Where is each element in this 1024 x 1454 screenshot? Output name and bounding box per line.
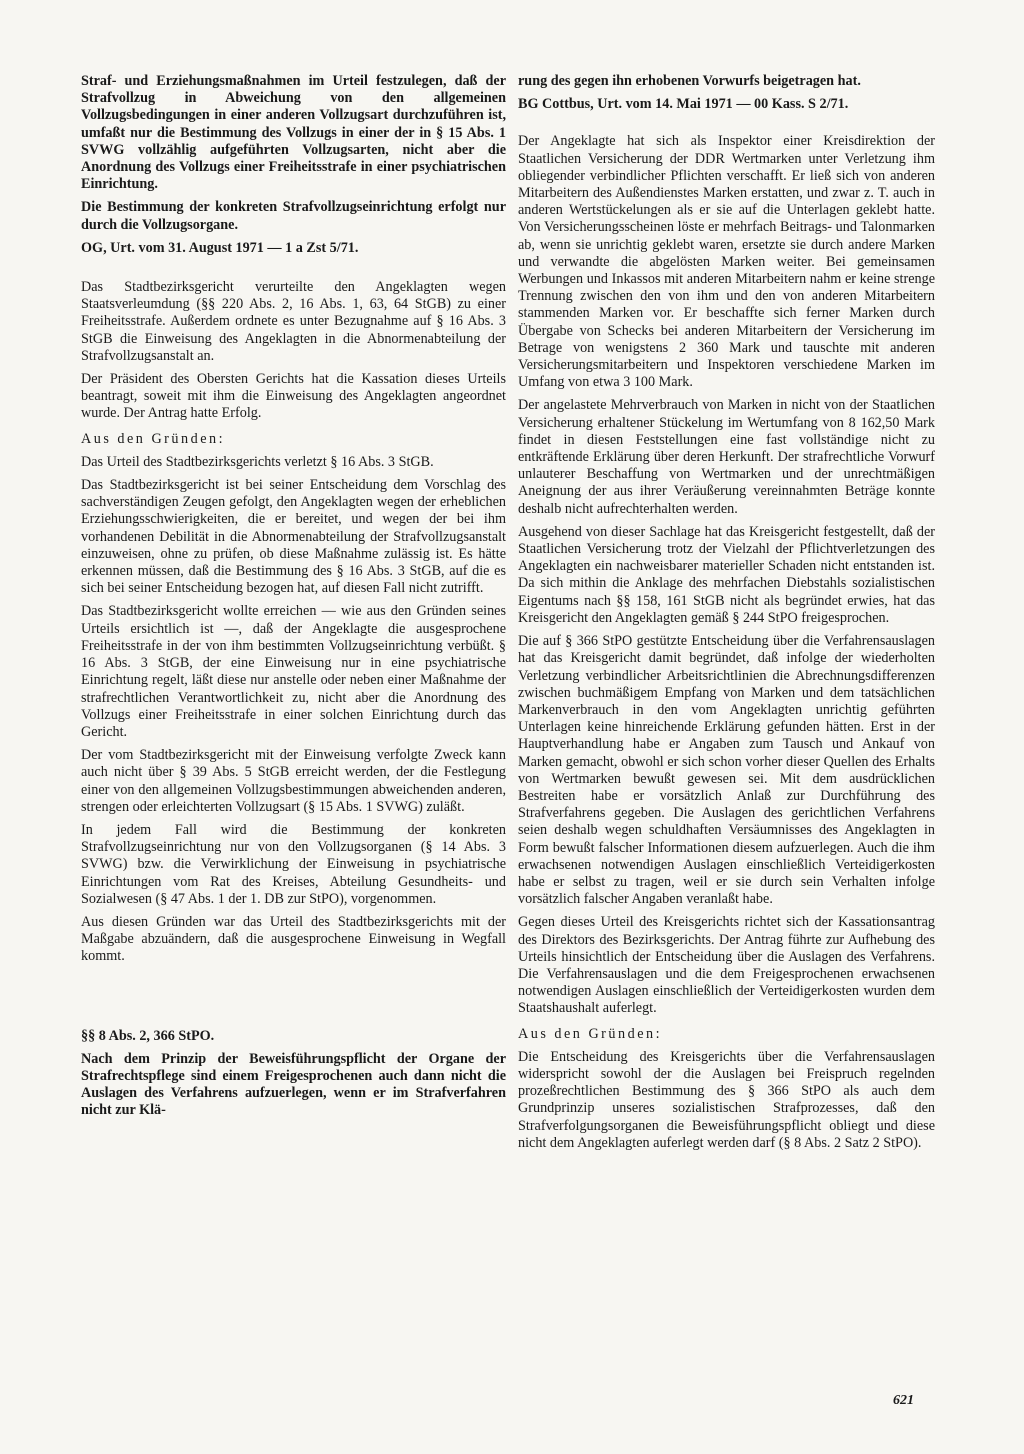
paragraph: Der angelastete Mehrverbrauch von Marken in nicht von der Staatlichen Versicherung erhaltener Stückelung im Wertumfang von 8 162,50 Mark findet in diesen Feststellungen eine fast vollständige nicht zu entkräftende Erklärung über deren Herkunft. Der strafrechtliche Vorwurf unlauterer Beschaffung von Wertmarken und der unrechtmäßigen Aneignung der aus ihrer Veräußerung vereinnahmten Beträge konnte deshalb nicht aufrechterhalten werden. [518, 397, 935, 517]
citation-og: OG, Urt. vom 31. August 1971 — 1 a Zst 5/71. [81, 239, 359, 256]
headnote-section-2: Nach dem Prinzip der Beweisführungspflicht der Organe der Strafrechtspflege sind einem Freigesprochenen auch dann nicht die Auslagen des Verfahrens aufzuerlegen, wenn er im Strafverfahren nicht zur Klä- [81, 1050, 506, 1119]
paragraph: Das Stadtbezirksgericht verurteilte den Angeklagten wegen Staatsverleumdung (§§ 220 Abs. 2, 16 Abs. 1, 63, 64 StGB) zu einer Freiheitsstrafe. Außerdem ordnete es unter Bezugnahme auf § 16 Abs. 3 StGB die Einweisung des Angeklagten in die Abnormenabteilung der Strafvollzugsanstalt an. [81, 279, 506, 364]
paragraph: Ausgehend von dieser Sachlage hat das Kreisgericht festgestellt, daß der Staatlichen Versicherung trotz der Vielzahl der Pflichtverletzungen des Angeklagten ein nachweisbarer materieller Schaden nicht entstanden ist. Da sich mithin die Anklage des mehrfachen Diebstahls sozialistischen Eigentums nach §§ 158, 161 StGB nicht als begründet erwies, hat das Kreisgericht den Angeklagten gemäß § 244 StPO freigesprochen. [518, 523, 935, 626]
paragraph: Aus diesen Gründen war das Urteil des Stadtbezirksgerichts mit der Maßgabe abzuändern, daß die ausgesprochene Einweisung in Wegfall kommt. [81, 913, 506, 965]
paragraph: Der Angeklagte hat sich als Inspektor einer Kreisdirektion der Staatlichen Versicherung der DDR Wertmarken unter Verletzung ihm obliegender verbindlicher Pflichten verschafft. Er ließ sich von anderen Mitarbeitern des Außendienstes Marken erstatten, und zwar z. T. auch in anderen Wertstückelungen als er sie auf die Unterlagen geklebt hatte. Von Versicherungsscheinen löste er mehrfach Beitrags- und Talonmarken ab, wenn sie unrichtig geklebt waren, ersetzte sie durch andere Marken und verwandte die abgelösten Marken weiter. Bei gemeinsamen Werbungen und Inkassos mit anderen Mitarbeitern nahm er keine strenge Trennung zwischen den von ihm und den von anderen Mitarbeitern stammenden Marken vor. Er beschaffte sich ferner Marken durch Übergabe von Schecks bei anderen Mitarbeitern der Versicherung im Betrage von wenigstens 2 360 Mark und tauschte mit anderen Versicherungsmitarbeitern und Inspektoren verschiedene Marken im Umfang von etwa 3 100 Mark. [518, 133, 935, 391]
reasons-heading: Aus den Gründen: [518, 1025, 663, 1042]
reasons-heading: Aus den Gründen: [81, 430, 226, 447]
paragraph: Das Stadtbezirksgericht ist bei seiner Entscheidung dem Vorschlag des sachverständigen Zeugen gefolgt, den Angeklagten wegen der erheblichen Erziehungsschwierigkeiten, die er bereitet, und wegen der bei ihm vorhandenen Debilität in die Abnormenabteilung der Strafvollzugsanstalt einzuweisen, ohne zu prüfen, ob diese Maßnahme zulässig ist. Es hätte erkennen müssen, daß die Bestimmung des § 16 Abs. 3 StGB, auf die es sich bei seiner Entscheidung bezogen hat, auf diesen Fall nicht zutrifft. [81, 477, 506, 597]
left-column [81, 73, 506, 1126]
paragraph: In jedem Fall wird die Bestimmung der konkreten Strafvollzugseinrichtung nur von den Vollzugsorganen (§ 14 Abs. 3 SVWG) bzw. die Verwirklichung der Einweisung in psychiatrische Einrichtungen vom Rat des Kreises, Abteilung Gesundheits- und Sozialwesen (§ 47 Abs. 1 der 1. DB zur StPO), vorgenommen. [81, 821, 506, 907]
paragraph: Der vom Stadtbezirksgericht mit der Einweisung verfolgte Zweck kann auch nicht über § 39 Abs. 5 StGB erreicht werden, der die Festlegung einer von den allgemeinen Vollzugsbestimmungen abweichenden anderen, strengen oder erleichterten Vollzugsart (§ 15 Abs. 1 SVWG) zuläßt. [81, 747, 506, 815]
paragraph: Das Urteil des Stadtbezirksgerichts verletzt § 16 Abs. 3 StGB. [81, 453, 434, 470]
section-reference: §§ 8 Abs. 2, 366 StPO. [81, 1027, 215, 1044]
paragraph: Der Präsident des Obersten Gerichts hat die Kassation dieses Urteils beantragt, soweit mit ihm die Einweisung des Angeklagten angeordnet wurde. Der Antrag hatte Erfolg. [81, 371, 506, 422]
headnote-1: Straf- und Erziehungsmaßnahmen im Urteil festzulegen, daß der Strafvollzug in Abweichung von den allgemeinen Vollzugsbedingungen in einer anderen Vollzugsart durchzuführen ist, umfaßt nur die Bestimmung des Vollzugs in einer der in § 15 Abs. 1 SVWG vollzählig aufgeführten Vollzugsarten, nicht aber die Anordnung des Vollzugs einer Freiheitsstrafe in einer psychiatrischen Einrichtung. [81, 73, 506, 193]
paragraph: Die auf § 366 StPO gestützte Entscheidung über die Verfahrensauslagen hat das Kreisgericht damit begründet, daß infolge der wiederholten Verletzung verbindlicher Arbeitsrichtlinien die Abrechnungsdifferenzen zwischen buchmäßigem Empfang von Marken und dem tatsächlichen Markenverbrauch in den vom Angeklagten unrichtig geführten Unterlagen keine hinreichende Erklärung gefunden hätten. Erst in der Hauptverhandlung habe er Angaben zum Tausch und Ankauf von Marken gemacht, obwohl er sich schon vorher dieser Quellen des Erhalts von Wertmarken bewußt gewesen sei. Mit dem ausdrücklichen Bestreiten habe er vorsätzlich Anlaß zur Durchführung des Strafverfahrens gegeben. Die Auslagen des gerichtlichen Verfahrens seien deshalb wegen schuldhaften Versäumnisses des Angeklagten in Form bewußt falscher Informationen diesem aufzuerlegen. Auch die ihm erwachsenen notwendigen Auslagen einschließlich Verteidigerkosten habe er selbst zu tragen, weil er sie durch sein Verhalten infolge vorsätzlich falscher Angaben veranlaßt habe. [518, 633, 935, 908]
page-number: 621 [893, 1393, 914, 1408]
citation-bg: BG Cottbus, Urt. vom 14. Mai 1971 — 00 Kass. S 2/71. [518, 96, 849, 113]
headnote-2: Die Bestimmung der konkreten Strafvollzugseinrichtung erfolgt nur durch die Vollzugsorgane. [81, 199, 506, 233]
paragraph: Die Entscheidung des Kreisgerichts über die Verfahrensauslagen widerspricht sowohl der die Auslagen bei Freispruch regelnden prozeßrechtlichen Bestimmung des § 366 StPO als auch dem Grundprinzip unseres sozialistischen Strafprozesses, daß den Strafverfolgungsorganen die Beweisführungspflicht obliegt und diese nicht dem Angeklagten auferlegt werden darf (§ 8 Abs. 2 Satz 2 StPO). [518, 1048, 935, 1151]
paragraph: Gegen dieses Urteil des Kreisgerichts richtet sich der Kassationsantrag des Direktors des Bezirksgerichts. Der Antrag führte zur Aufhebung des Urteils hinsichtlich der Entscheidung über die Auslagen des Verfahrens. Die Verfahrensauslagen und die dem Freigesprochenen erwachsenen notwendigen Auslagen einschließlich der Verteidigerkosten wurden dem Staatshaushalt auferlegt. [518, 914, 935, 1017]
paragraph: Das Stadtbezirksgericht wollte erreichen — wie aus den Gründen seines Urteils ersichtlich ist —, daß der Angeklagte die ausgesprochene Freiheitsstrafe in der von ihm bestimmten Vollzugseinrichtung verbüßt. § 16 Abs. 3 StGB, der eine Einweisung nur in eine psychiatrische Einrichtung regelt, läßt diese nur anstelle oder neben einer Maßnahme der strafrechtlichen Verantwortlichkeit zu, nicht aber die Anordnung des Vollzugs einer Freiheitsstrafe in einer solchen Einrichtung durch das Gericht. [81, 603, 506, 740]
headnote-continued: rung des gegen ihn erhobenen Vorwurfs beigetragen hat. [518, 73, 861, 89]
right-column [518, 73, 935, 1158]
